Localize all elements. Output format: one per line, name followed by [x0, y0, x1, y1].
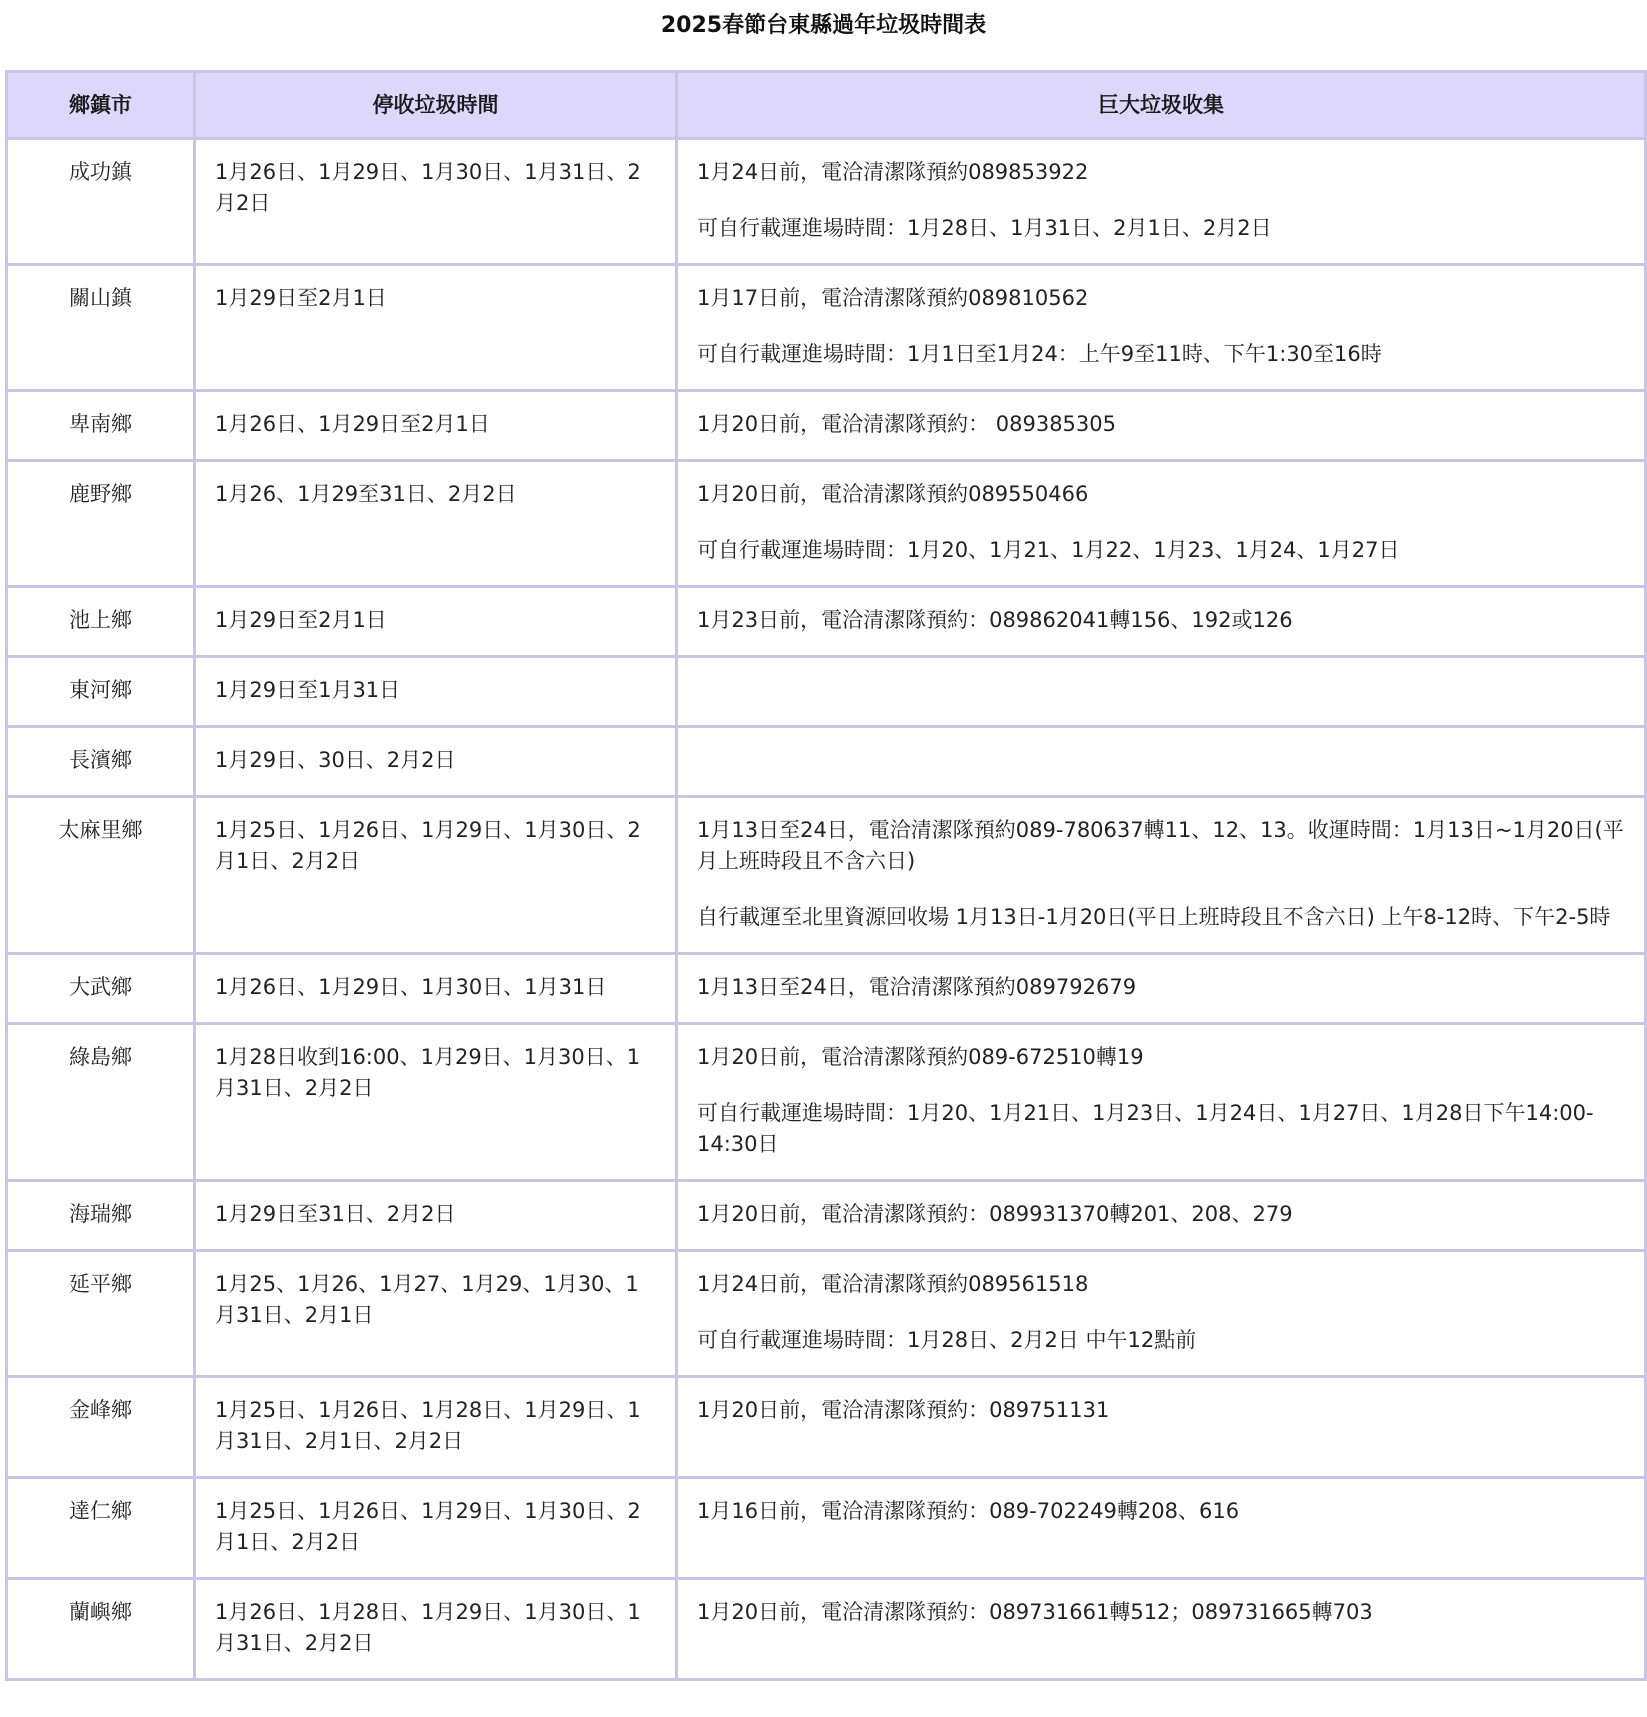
stop-collection-cell: 1月29日至1月31日 — [195, 657, 677, 727]
bulky-waste-line: 1月20日前，電洽清潔隊預約： 089385305 — [697, 412, 1117, 436]
stop-collection-cell: 1月29日至31日、2月2日 — [195, 1181, 677, 1251]
garbage-schedule-table — [5, 70, 1647, 1681]
table-row — [7, 727, 1646, 797]
stop-collection-cell: 1月26、1月29至31日、2月2日 — [195, 461, 677, 587]
stop-collection-cell: 1月25日、1月26日、1月29日、1月30日、2月1日、2月2日 — [195, 1478, 677, 1579]
table-row — [7, 265, 1646, 391]
town-cell: 卑南鄉 — [7, 391, 195, 461]
bulky-waste-cell — [677, 461, 1646, 587]
table-row — [7, 391, 1646, 461]
table-row — [7, 587, 1646, 657]
table-row — [7, 1579, 1646, 1680]
bulky-waste-line: 1月13日至24日，電洽清潔隊預約089-780637轉11、12、13。收運時間：1月13日~1月20日(平月上班時段且不含六日) — [697, 818, 1624, 873]
table-header-row — [7, 72, 1646, 139]
bulky-waste-line: 1月20日前，電洽清潔隊預約：089931370轉201、208、279 — [697, 1202, 1293, 1226]
bulky-waste-line: 可自行載運進場時間：1月28日、2月2日 中午12點前 — [697, 1328, 1197, 1352]
bulky-waste-line: 1月17日前，電洽清潔隊預約089810562 — [697, 286, 1089, 310]
bulky-waste-line: 1月24日前，電洽清潔隊預約089561518 — [697, 1272, 1089, 1296]
header-stop-collection: 停收垃圾時間 — [195, 72, 677, 139]
town-cell: 綠島鄉 — [7, 1024, 195, 1181]
town-cell: 大武鄉 — [7, 954, 195, 1024]
bulky-waste-cell — [677, 1024, 1646, 1181]
town-cell: 達仁鄉 — [7, 1478, 195, 1579]
bulky-waste-cell — [677, 391, 1646, 461]
bulky-waste-cell — [677, 797, 1646, 954]
stop-collection-cell: 1月26日、1月28日、1月29日、1月30日、1月31日、2月2日 — [195, 1579, 677, 1680]
bulky-waste-cell — [677, 139, 1646, 265]
bulky-waste-cell — [677, 1181, 1646, 1251]
town-cell: 太麻里鄉 — [7, 797, 195, 954]
town-cell: 東河鄉 — [7, 657, 195, 727]
bulky-waste-line: 1月23日前，電洽清潔隊預約：089862041轉156、192或126 — [697, 608, 1293, 632]
bulky-waste-cell — [677, 1478, 1646, 1579]
table-row — [7, 1478, 1646, 1579]
header-town: 鄉鎮市 — [7, 72, 195, 139]
bulky-waste-cell — [677, 1251, 1646, 1377]
bulky-waste-cell — [677, 727, 1646, 797]
stop-collection-cell: 1月25、1月26、1月27、1月29、1月30、1月31日、2月1日 — [195, 1251, 677, 1377]
stop-collection-cell: 1月26日、1月29日、1月30日、1月31日 — [195, 954, 677, 1024]
bulky-waste-cell — [677, 657, 1646, 727]
stop-collection-cell: 1月29日、30日、2月2日 — [195, 727, 677, 797]
town-cell: 池上鄉 — [7, 587, 195, 657]
bulky-waste-line: 可自行載運進場時間：1月20、1月21、1月22、1月23、1月24、1月27日 — [697, 538, 1400, 562]
town-cell: 蘭嶼鄉 — [7, 1579, 195, 1680]
town-cell: 成功鎮 — [7, 139, 195, 265]
bulky-waste-line: 1月20日前，電洽清潔隊預約089550466 — [697, 482, 1089, 506]
bulky-waste-line: 可自行載運進場時間：1月20、1月21日、1月23日、1月24日、1月27日、1月28日下午14:00-14:30日 — [697, 1101, 1594, 1156]
town-cell: 金峰鄉 — [7, 1377, 195, 1478]
bulky-waste-line: 1月16日前，電洽清潔隊預約：089-702249轉208、616 — [697, 1499, 1240, 1523]
bulky-waste-line: 1月20日前，電洽清潔隊預約：089731661轉512；089731665轉703 — [697, 1600, 1373, 1624]
stop-collection-cell: 1月26日、1月29日、1月30日、1月31日、2月2日 — [195, 139, 677, 265]
page-title: 2025春節台東縣過年垃圾時間表 — [660, 13, 987, 38]
bulky-waste-line: 1月24日前，電洽清潔隊預約089853922 — [697, 160, 1089, 184]
table-row — [7, 1181, 1646, 1251]
bulky-waste-line: 1月20日前，電洽清潔隊預約089-672510轉19 — [697, 1045, 1144, 1069]
bulky-waste-line: 可自行載運進場時間：1月28日、1月31日、2月1日、2月2日 — [697, 216, 1272, 240]
table-row — [7, 1377, 1646, 1478]
schedule-table-container — [5, 70, 1644, 1681]
stop-collection-cell: 1月25日、1月26日、1月29日、1月30日、2月1日、2月2日 — [195, 797, 677, 954]
stop-collection-cell: 1月29日至2月1日 — [195, 265, 677, 391]
bulky-waste-cell — [677, 954, 1646, 1024]
table-row — [7, 1251, 1646, 1377]
bulky-waste-cell — [677, 587, 1646, 657]
table-row — [7, 797, 1646, 954]
town-cell: 鹿野鄉 — [7, 461, 195, 587]
town-cell: 延平鄉 — [7, 1251, 195, 1377]
table-row — [7, 954, 1646, 1024]
bulky-waste-cell — [677, 1377, 1646, 1478]
town-cell: 長濱鄉 — [7, 727, 195, 797]
stop-collection-cell: 1月28日收到16:00、1月29日、1月30日、1月31日、2月2日 — [195, 1024, 677, 1181]
header-bulky-waste: 巨大垃圾收集 — [677, 72, 1646, 139]
table-row — [7, 1024, 1646, 1181]
stop-collection-cell: 1月25日、1月26日、1月28日、1月29日、1月31日、2月1日、2月2日 — [195, 1377, 677, 1478]
stop-collection-cell: 1月26日、1月29日至2月1日 — [195, 391, 677, 461]
table-row — [7, 139, 1646, 265]
bulky-waste-line: 可自行載運進場時間：1月1日至1月24：上午9至11時、下午1:30至16時 — [697, 342, 1382, 366]
bulky-waste-line: 1月13日至24日，電洽清潔隊預約089792679 — [697, 975, 1137, 999]
stop-collection-cell: 1月29日至2月1日 — [195, 587, 677, 657]
bulky-waste-cell — [677, 1579, 1646, 1680]
town-cell: 關山鎮 — [7, 265, 195, 391]
table-row — [7, 657, 1646, 727]
town-cell: 海瑞鄉 — [7, 1181, 195, 1251]
bulky-waste-cell — [677, 265, 1646, 391]
bulky-waste-line: 1月20日前，電洽清潔隊預約：089751131 — [697, 1398, 1110, 1422]
table-row — [7, 461, 1646, 587]
bulky-waste-line: 自行載運至北里資源回收場 1月13日-1月20日(平日上班時段且不含六日) 上午8-12時、下午2-5時 — [697, 905, 1611, 929]
